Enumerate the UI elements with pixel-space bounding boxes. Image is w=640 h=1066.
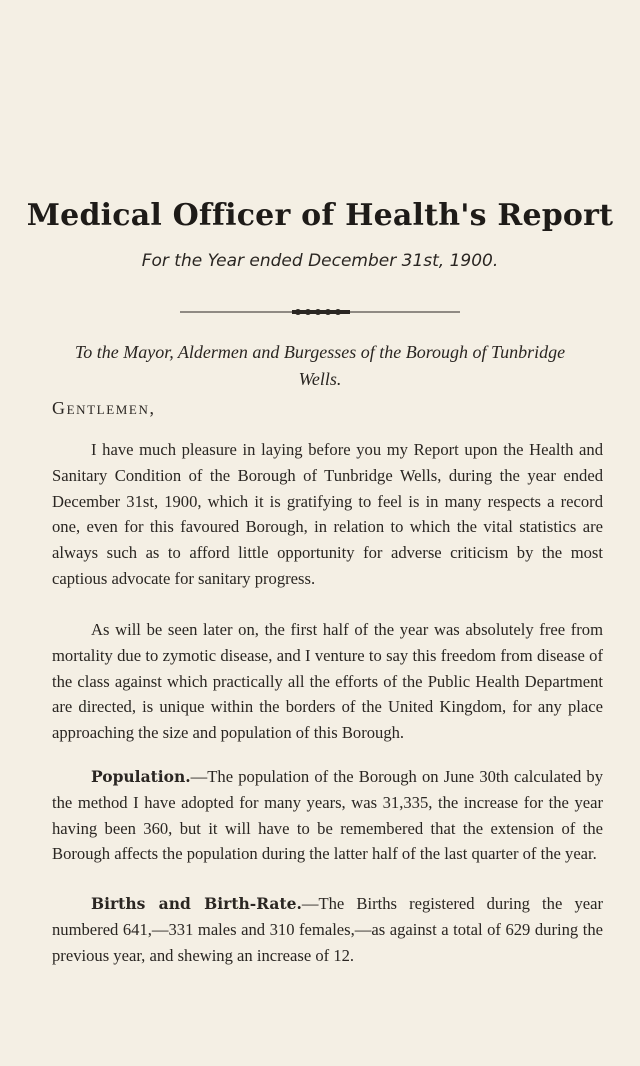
paragraph-births [52,891,603,968]
salutation: Gentlemen, [52,398,156,418]
paragraph-zymotic [52,617,603,746]
report-title: Medical Officer of Health's Report [26,198,614,233]
section-heading-births: Births and Birth-Rate. [91,894,302,913]
paragraph-intro [52,437,603,592]
section-heading-population: Population. [91,767,191,786]
paragraph-text: —The population of the Borough on June 30th calculated by the method I have adopted for many years, was 31,335, the increase for the year having been 360, but it will have to be remembered that the extension of the Borough affects the population during the latter half of the last quarter of the year. [52,767,603,864]
paragraph-text: I have much pleasure in laying before you my Report upon the Health and Sanitary Condition of the Borough of Tunbridge Wells, during the year ended December 31st, 1900, which it is gratifying to feel is in many respects a record one, even for this favoured Borough, in relation to which the vital statistics are always such as to afford little opportunity for adverse criticism by the most captious advocate for sanitary progress. [52,440,603,588]
paragraph-text: As will be seen later on, the first half of the year was absolutely free from mortality due to zymotic disease, and I venture to say this freedom from disease of the class against which practically all the efforts of the Public Health Department are directed, is unique within the borders of the United Kingdom, for any place approaching the size and population of this Borough. [52,620,603,743]
paragraph-population [52,764,603,867]
address-line: To the Mayor, Aldermen and Burgesses of the Borough of Tunbridge Wells. [74,342,566,389]
paragraph-text: —The Births registered during the year numbered 641,—331 males and 310 females,—as against a total of 629 during the previous year, and shewing an increase of 12. [52,894,603,965]
ornament-divider-icon [180,308,460,316]
report-subtitle: For the Year ended December 31st, 1900. [141,251,499,271]
